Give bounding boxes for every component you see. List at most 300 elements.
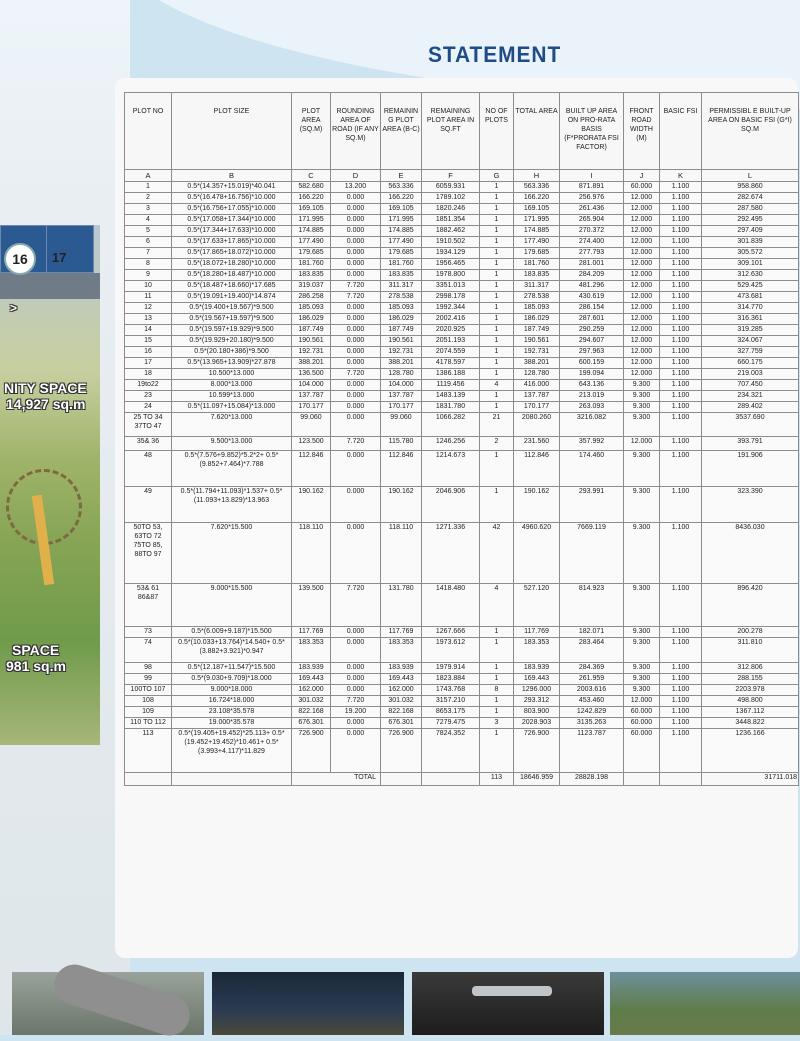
table-cell: 803.900 [514,707,560,718]
plot-size-cell: 0.5*(10.033+13.764)*14.540+ 0.5*(3.882+3.921)*0.947 [172,638,292,663]
table-cell: 1 [480,215,514,226]
table-cell: 1 [480,696,514,707]
table-cell: 12.000 [624,226,660,237]
table-cell: 3157.210 [422,696,480,707]
table-cell: 1 [480,204,514,215]
table-cell: 1.100 [660,685,702,696]
table-row [125,336,799,347]
table-cell: 187.749 [381,325,422,336]
table-row [125,226,799,237]
table-cell [381,773,422,786]
table-cell: 12.000 [624,325,660,336]
table-cell: 4960.620 [514,523,560,584]
table-cell: 199.094 [560,369,624,380]
table-cell: 9.300 [624,413,660,437]
plot-size-cell: 9.500*13.000 [172,437,292,451]
column-letter: G [480,170,514,182]
table-cell: 1 [480,193,514,204]
table-cell: 707.450 [702,380,799,391]
table-cell: 169.443 [381,674,422,685]
plot-number-label: 17 [52,250,67,265]
table-cell: 726.900 [381,729,422,773]
table-cell: 12.000 [624,193,660,204]
plot-no-cell: 3 [125,204,172,215]
plot-size-cell: 0.5*(19.567+19.597)*9.500 [172,314,292,325]
plot-size-cell: 0.5*(18.280+18.487)*10.000 [172,270,292,281]
table-cell: 0.000 [331,347,381,358]
table-cell: 726.900 [514,729,560,773]
plot-no-cell: 23 [125,391,172,402]
table-cell: 177.490 [292,237,331,248]
table-cell: 192.731 [514,347,560,358]
table-cell: 0.000 [331,523,381,584]
table-cell: 1.100 [660,674,702,685]
table-cell: 1.100 [660,451,702,487]
table-cell: 0.000 [331,638,381,663]
table-cell: 0.000 [331,413,381,437]
table-cell: 1246.256 [422,437,480,451]
table-cell: 2002.416 [422,314,480,325]
table-cell: 174.885 [292,226,331,237]
table-cell: 1.100 [660,281,702,292]
table-cell: 131.780 [381,584,422,627]
table-cell: 1 [480,707,514,718]
plot-size-cell: 0.5*(19.400+19.567)*9.500 [172,303,292,314]
table-cell: 1 [480,369,514,380]
table-cell: 162.000 [381,685,422,696]
plot-size-cell: 0.5*(19.091+19.400)*14.874 [172,292,292,303]
table-cell: 104.000 [381,380,422,391]
table-row [125,523,799,584]
table-cell: 529.425 [702,281,799,292]
table-cell: 292.495 [702,215,799,226]
table-row [125,369,799,380]
table-cell: 213.019 [560,391,624,402]
table-cell: 123.500 [292,437,331,451]
table-cell: 287.580 [702,204,799,215]
table-cell: 2020.925 [422,325,480,336]
table-cell: 1973.612 [422,638,480,663]
total-area: 18646.959 [514,773,560,786]
table-cell: 1.100 [660,270,702,281]
table-cell: 181.760 [514,259,560,270]
plot-no-cell: 12 [125,303,172,314]
table-cell: 311.317 [514,281,560,292]
table-cell: 9.300 [624,685,660,696]
table-cell: 1 [480,292,514,303]
table-cell: 9.300 [624,380,660,391]
table-cell: 2051.193 [422,336,480,347]
table-cell: 1 [480,281,514,292]
statement-table [124,92,799,786]
table-cell: 112.846 [292,451,331,487]
plot-no-cell: 48 [125,451,172,487]
plot-size-cell: 0.5*(19.597+19.929)*9.500 [172,325,292,336]
plot-no-cell: 5 [125,226,172,237]
table-cell: 9.300 [624,584,660,627]
table-cell: 290.259 [560,325,624,336]
table-cell: 166.220 [514,193,560,204]
table-cell: 1992.344 [422,303,480,314]
table-cell: 192.731 [381,347,422,358]
table-cell: 9.300 [624,451,660,487]
table-cell: 4178.597 [422,358,480,369]
table-cell: 312.806 [702,663,799,674]
column-header: PLOT NO [125,93,172,170]
photo-street-lights [212,972,404,1035]
table-cell: 112.846 [381,451,422,487]
table-cell: 169.443 [292,674,331,685]
table-cell: 1.100 [660,729,702,773]
table-cell: 1.100 [660,182,702,193]
table-cell: 1 [480,451,514,487]
plot-size-cell: 0.5*(13.965+13.909)*27.878 [172,358,292,369]
table-cell: 7.720 [331,696,381,707]
plot-size-cell: 0.5*(17.344+17.633)*10.000 [172,226,292,237]
table-cell: 0.000 [331,627,381,638]
table-cell: 0.000 [331,402,381,413]
plot-no-cell: 2 [125,193,172,204]
table-cell: 169.443 [514,674,560,685]
table-row [125,685,799,696]
table-cell: 182.071 [560,627,624,638]
table-row [125,292,799,303]
table-cell: 324.067 [702,336,799,347]
plot-no-cell: 1 [125,182,172,193]
table-cell: 3135.263 [560,718,624,729]
table-cell: 305.572 [702,248,799,259]
table-cell: 1 [480,303,514,314]
table-cell: 278.538 [514,292,560,303]
table-cell: 1 [480,314,514,325]
plot-no-cell: 24 [125,402,172,413]
page-title: STATEMENT [428,42,562,67]
table-cell: 958.860 [702,182,799,193]
plot-size-cell: 0.5*(18.487+18.660)*17.685 [172,281,292,292]
table-cell: 563.336 [381,182,422,193]
table-cell: 1.100 [660,325,702,336]
table-cell: 1.100 [660,248,702,259]
table-cell: 0.000 [331,718,381,729]
table-cell: 1.100 [660,193,702,204]
plot-no-cell: 50TO 53, 63TO 72 75TO 85, 88TO 97 [125,523,172,584]
plot-no-cell: 16 [125,347,172,358]
table-cell: 261.436 [560,204,624,215]
table-cell: 726.900 [292,729,331,773]
column-letter: I [560,170,624,182]
table-cell: 12.000 [624,237,660,248]
table-cell: 21 [480,413,514,437]
table-cell: 12.000 [624,369,660,380]
table-cell: 1979.914 [422,663,480,674]
table-cell: 190.162 [292,487,331,523]
table-cell: 1.100 [660,696,702,707]
table-cell: 0.000 [331,451,381,487]
table-cell: 1 [480,226,514,237]
table-row [125,347,799,358]
table-cell: 1.100 [660,292,702,303]
table-cell [172,773,292,786]
table-cell: 7824.352 [422,729,480,773]
table-row [125,281,799,292]
table-cell: 600.159 [560,358,624,369]
table-cell: 166.220 [292,193,331,204]
table-cell: 12.000 [624,303,660,314]
table-cell: 181.760 [292,259,331,270]
table-cell: 181.760 [381,259,422,270]
table-cell: 1743.768 [422,685,480,696]
table-cell: 1236.166 [702,729,799,773]
table-cell: 12.000 [624,270,660,281]
table-cell: 0.000 [331,226,381,237]
table-cell: 1.100 [660,303,702,314]
column-header: PERMISSIBL E BUILT-UP AREA ON BASIC FSI (G*I) SQ.M [702,93,799,170]
table-cell: 2046.906 [422,487,480,523]
table-cell: 284.209 [560,270,624,281]
table-cell: 643.136 [560,380,624,391]
plot-no-cell: 9 [125,270,172,281]
plot-size-cell: 0.5*(17.633+17.865)*10.000 [172,237,292,248]
statement-table-body [125,182,799,773]
table-cell: 676.301 [381,718,422,729]
table-row [125,584,799,627]
table-cell: 177.490 [514,237,560,248]
table-cell: 301.839 [702,237,799,248]
table-cell: 174.885 [514,226,560,237]
table-cell: 12.000 [624,437,660,451]
column-letter-row [125,170,799,182]
table-cell: 1.100 [660,402,702,413]
table-cell: 4 [480,584,514,627]
plot-no-cell: 53& 61 86&87 [125,584,172,627]
table-cell: 1242.829 [560,707,624,718]
table-cell: 169.105 [381,204,422,215]
table-cell: 1.100 [660,336,702,347]
table-cell: 1 [480,248,514,259]
table-cell: 660.175 [702,358,799,369]
plot-no-cell: 98 [125,663,172,674]
table-cell: 388.201 [292,358,331,369]
table-cell: 327.759 [702,347,799,358]
table-cell: 2080.260 [514,413,560,437]
table-cell: 8653.175 [422,707,480,718]
plot-size-cell: 8.000*13.000 [172,380,292,391]
table-cell: 1 [480,259,514,270]
table-cell: 185.093 [381,303,422,314]
photo-tap-shape [472,986,552,996]
table-row [125,696,799,707]
table-cell: 289.402 [702,402,799,413]
table-cell: 7279.475 [422,718,480,729]
table-cell: 1.100 [660,259,702,270]
table-cell: 177.490 [381,237,422,248]
total-row [125,773,799,786]
column-letter: F [422,170,480,182]
photo-drainage [12,972,204,1035]
table-cell: 2998.178 [422,292,480,303]
table-cell: 183.939 [514,663,560,674]
plot-size-cell: 10.599*13.000 [172,391,292,402]
table-cell: 99.060 [381,413,422,437]
column-letter: D [331,170,381,182]
table-cell: 1851.354 [422,215,480,226]
table-cell: 1 [480,663,514,674]
plot-size-cell: 23.108*35.578 [172,707,292,718]
total-built-up: 28828.198 [560,773,624,786]
table-cell: 0.000 [331,674,381,685]
plot-no-cell: 19to22 [125,380,172,391]
column-letter: L [702,170,799,182]
table-cell: 117.769 [514,627,560,638]
table-cell: 139.500 [292,584,331,627]
plot-size-cell: 0.5*(14.357+15.019)*40.041 [172,182,292,193]
table-cell: 128.780 [514,369,560,380]
table-cell: 0.000 [331,663,381,674]
table-cell: 1.100 [660,391,702,402]
plot-size-cell: 10.500*13.000 [172,369,292,380]
table-cell: 183.353 [292,638,331,663]
table-cell: 179.685 [381,248,422,259]
plot-size-cell: 0.5*(7.576+9.852)*5.2*2+ 0.5*(9.852+7.464)*7.788 [172,451,292,487]
table-cell: 282.674 [702,193,799,204]
table-row [125,487,799,523]
table-cell: 0.000 [331,358,381,369]
table-cell: 822.168 [292,707,331,718]
table-cell: 357.992 [560,437,624,451]
table-cell: 9.300 [624,627,660,638]
table-row [125,325,799,336]
table-row [125,413,799,437]
table-cell: 0.000 [331,204,381,215]
table-cell: 1 [480,627,514,638]
table-cell: 0.000 [331,248,381,259]
table-cell: 1 [480,347,514,358]
table-cell: 0.000 [331,259,381,270]
column-header: BASIC FSI [660,93,702,170]
table-cell: 1119.456 [422,380,480,391]
total-label: TOTAL [292,773,381,786]
table-cell: 1.100 [660,413,702,437]
plot-no-cell: 8 [125,259,172,270]
plot-no-cell: 15 [125,336,172,347]
table-cell: 7.720 [331,281,381,292]
table-row [125,314,799,325]
table-cell: 187.749 [514,325,560,336]
table-cell: 1367.112 [702,707,799,718]
table-cell: 12.000 [624,336,660,347]
table-cell: 1934.129 [422,248,480,259]
table-cell: 1483.139 [422,391,480,402]
table-cell: 1123.787 [560,729,624,773]
table-cell: 7.720 [331,584,381,627]
table-cell: 190.162 [514,487,560,523]
amenity-space-area: 14,927 sq.m [6,396,86,412]
table-cell: 183.939 [292,663,331,674]
map-arrow: > [10,301,18,315]
table-cell: 896.420 [702,584,799,627]
table-cell: 1.100 [660,215,702,226]
table-cell: 0.000 [331,270,381,281]
column-header: NO OF PLOTS [480,93,514,170]
table-row [125,204,799,215]
table-cell: 814.923 [560,584,624,627]
table-cell: 1.100 [660,523,702,584]
table-cell: 190.561 [514,336,560,347]
table-cell: 9.300 [624,638,660,663]
table-cell: 12.000 [624,215,660,226]
table-cell: 1.100 [660,584,702,627]
table-cell: 1.100 [660,314,702,325]
table-row [125,627,799,638]
amenity-space-label: NITY SPACE [4,380,87,396]
table-cell: 183.835 [514,270,560,281]
table-cell: 822.168 [381,707,422,718]
table-cell: 871.891 [560,182,624,193]
column-header: ROUNDING AREA OF ROAD (IF ANY SQ.M) [331,93,381,170]
table-cell: 12.000 [624,292,660,303]
table-cell: 7.720 [331,292,381,303]
plot-number-circle: 16 [4,243,36,275]
table-cell: 1.100 [660,226,702,237]
total-plots: 113 [480,773,514,786]
table-cell: 0.000 [331,325,381,336]
table-cell: 481.296 [560,281,624,292]
table-cell: 136.500 [292,369,331,380]
table-cell: 117.769 [292,627,331,638]
plot-no-cell: 100TO 107 [125,685,172,696]
plot-size-cell: 0.5*(19.405+19.452)*25.113+ 0.5*(19.452+19.452)*10.461+ 0.5*(3.993+4.117)*11.829 [172,729,292,773]
table-cell: 185.093 [292,303,331,314]
table-cell: 137.787 [381,391,422,402]
table-cell: 388.201 [514,358,560,369]
table-cell: 0.000 [331,380,381,391]
table-cell: 453.460 [560,696,624,707]
table-cell: 1.100 [660,663,702,674]
table-cell: 8 [480,685,514,696]
table-cell: 171.995 [292,215,331,226]
plot-no-cell: 17 [125,358,172,369]
table-cell: 118.110 [381,523,422,584]
table-cell: 104.000 [292,380,331,391]
plot-no-cell: 73 [125,627,172,638]
table-cell: 1.100 [660,487,702,523]
plot-size-cell: 0.5*(19.929+20.180)*9.500 [172,336,292,347]
plot-no-cell: 10 [125,281,172,292]
table-cell: 416.000 [514,380,560,391]
table-cell: 9.300 [624,402,660,413]
table-cell: 128.780 [381,369,422,380]
plot-size-cell: 7.620*15.500 [172,523,292,584]
table-cell: 283.464 [560,638,624,663]
table-cell: 19.200 [331,707,381,718]
table-cell: 1.100 [660,347,702,358]
table-cell: 0.000 [331,487,381,523]
table-cell: 169.105 [292,204,331,215]
plot-size-cell: 0.5*(16.478+16.756)*10.000 [172,193,292,204]
table-cell: 270.372 [560,226,624,237]
plot-no-cell: 13 [125,314,172,325]
table-cell: 2074.559 [422,347,480,358]
table-cell: 0.000 [331,685,381,696]
table-cell: 1 [480,638,514,663]
plot-size-cell: 0.5*(17.058+17.344)*10.000 [172,215,292,226]
table-cell: 0.000 [331,237,381,248]
table-cell: 219.003 [702,369,799,380]
table-cell: 60.000 [624,729,660,773]
plot-no-cell: 4 [125,215,172,226]
table-cell: 287.601 [560,314,624,325]
plot-no-cell: 6 [125,237,172,248]
